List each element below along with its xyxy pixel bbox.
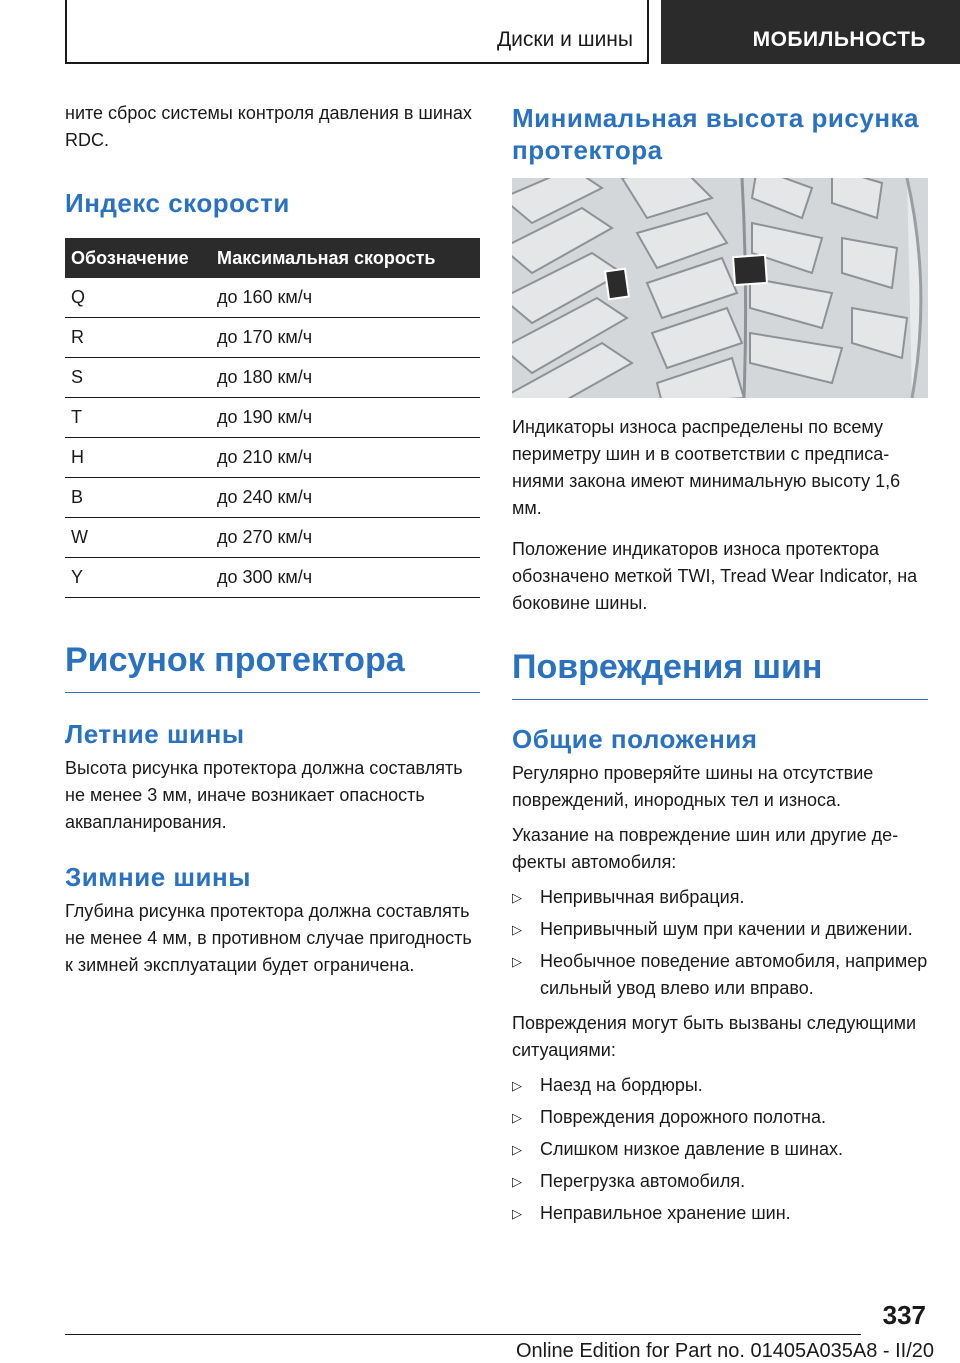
winter-tires-heading: Зимние шины	[65, 862, 251, 892]
triangle-bullet-icon: ▷	[512, 1174, 522, 1189]
list-item-text: Необычное поведение автомобиля, например сильный увод влево или вправо.	[540, 951, 928, 998]
table-cell: до 210 км/ч	[211, 438, 480, 478]
table-cell: до 190 км/ч	[211, 398, 480, 438]
table-cell: до 170 км/ч	[211, 318, 480, 358]
table-row	[65, 318, 480, 358]
list-item	[512, 884, 928, 911]
table-cell: B	[65, 478, 211, 518]
intro-text: ните сброс системы контроля давления в шинах RDC.	[65, 103, 472, 150]
table-row	[65, 438, 480, 478]
list-item-text: Неправильное хранение шин.	[540, 1203, 791, 1223]
right-column	[512, 100, 928, 1227]
table-cell: до 300 км/ч	[211, 558, 480, 598]
footer-edition-text: Online Edition for Part no. 01405A035A8 - II/20	[515, 1340, 934, 1362]
header-chapter-box	[661, 0, 960, 64]
table-row	[65, 478, 480, 518]
table-row	[65, 398, 480, 438]
table-header-row	[65, 238, 480, 278]
list-item	[512, 1168, 928, 1195]
list-item	[512, 1136, 928, 1163]
table-row	[65, 358, 480, 398]
table-cell: R	[65, 318, 211, 358]
table-row	[65, 278, 480, 318]
summer-tires-heading: Летние шины	[65, 719, 245, 749]
triangle-bullet-icon: ▷	[512, 1110, 522, 1125]
table-cell: до 180 км/ч	[211, 358, 480, 398]
speed-index-table	[65, 238, 480, 598]
list-item-text: Повреждения дорожного полотна.	[540, 1107, 827, 1127]
damage-causes-list	[512, 1072, 928, 1227]
table-cell: до 160 км/ч	[211, 278, 480, 318]
table-header-cell: Обозначение	[65, 238, 211, 278]
tire-tread-illustration	[512, 178, 928, 398]
header-section-box	[65, 0, 649, 64]
triangle-bullet-icon: ▷	[512, 1142, 522, 1157]
damage-signs-list	[512, 884, 928, 1002]
table-cell: Q	[65, 278, 211, 318]
header-chapter-title: МОБИЛЬНОСТЬ	[752, 28, 926, 51]
speed-index-heading: Индекс скорости	[65, 188, 290, 218]
left-column	[65, 100, 480, 979]
table-row	[65, 558, 480, 598]
list-item	[512, 1104, 928, 1131]
general-provisions-heading: Общие положения	[512, 724, 758, 754]
header-section-title: Диски и шины	[496, 28, 633, 51]
list-item	[512, 916, 928, 943]
page-number: 337	[882, 1300, 926, 1330]
list-item	[512, 948, 928, 1002]
tread-heading: Рисунок протектора	[65, 638, 480, 693]
list-item-text: Перегрузка автомобиля.	[540, 1171, 746, 1191]
causes-intro-text: Повреждения могут быть вызваны следующими ситуациями:	[512, 1013, 917, 1060]
triangle-bullet-icon: ▷	[512, 1078, 522, 1093]
general-text-1: Регулярно проверяйте шины на отсутствие повреждений, инородных тел и износа.	[512, 763, 874, 810]
list-item-text: Слишком низкое давление в шинах.	[540, 1139, 844, 1159]
table-header-cell: Максимальная скорость	[211, 238, 480, 278]
summer-tires-text: Высота рисунка протектора должна составлять не менее 3 мм, иначе возникает опасность аквапланирования.	[65, 758, 463, 832]
tread-wear-indicator-image	[512, 178, 928, 398]
min-depth-heading: Минимальная высота рисунка протектора	[512, 103, 919, 165]
list-item-text: Непривычный шум при качении и движении.	[540, 919, 913, 939]
table-cell: до 240 км/ч	[211, 478, 480, 518]
list-item-text: Непривычная вибрация.	[540, 887, 745, 907]
triangle-bullet-icon: ▷	[512, 954, 522, 969]
table-cell: до 270 км/ч	[211, 518, 480, 558]
general-text-2: Указание на повреждение шин или другие дефекты автомобиля:	[512, 825, 899, 872]
table-cell: Y	[65, 558, 211, 598]
table-cell: S	[65, 358, 211, 398]
footer-divider	[65, 1334, 861, 1335]
wear-indicator-text: Индикаторы износа распределены по всему периметру шин и в соответствии с предписаниями закона имеют минимальную высоту 1,6 мм.	[512, 417, 901, 518]
table-cell: T	[65, 398, 211, 438]
table-cell: H	[65, 438, 211, 478]
winter-tires-text: Глубина рисунка протектора должна составлять не менее 4 мм, в противном случае пригодность к зимней эксплуатации будет ограничена.	[65, 901, 472, 975]
tire-damage-heading: Повреждения шин	[512, 645, 928, 700]
triangle-bullet-icon: ▷	[512, 1206, 522, 1221]
list-item	[512, 1072, 928, 1099]
list-item	[512, 1200, 928, 1227]
triangle-bullet-icon: ▷	[512, 922, 522, 937]
table-cell: W	[65, 518, 211, 558]
twi-position-text: Положение индикаторов износа протектора обозначено меткой TWI, Tread Wear Indicator, на боковине шины.	[512, 539, 918, 613]
triangle-bullet-icon: ▷	[512, 890, 522, 905]
table-row	[65, 518, 480, 558]
list-item-text: Наезд на бордюры.	[540, 1075, 703, 1095]
